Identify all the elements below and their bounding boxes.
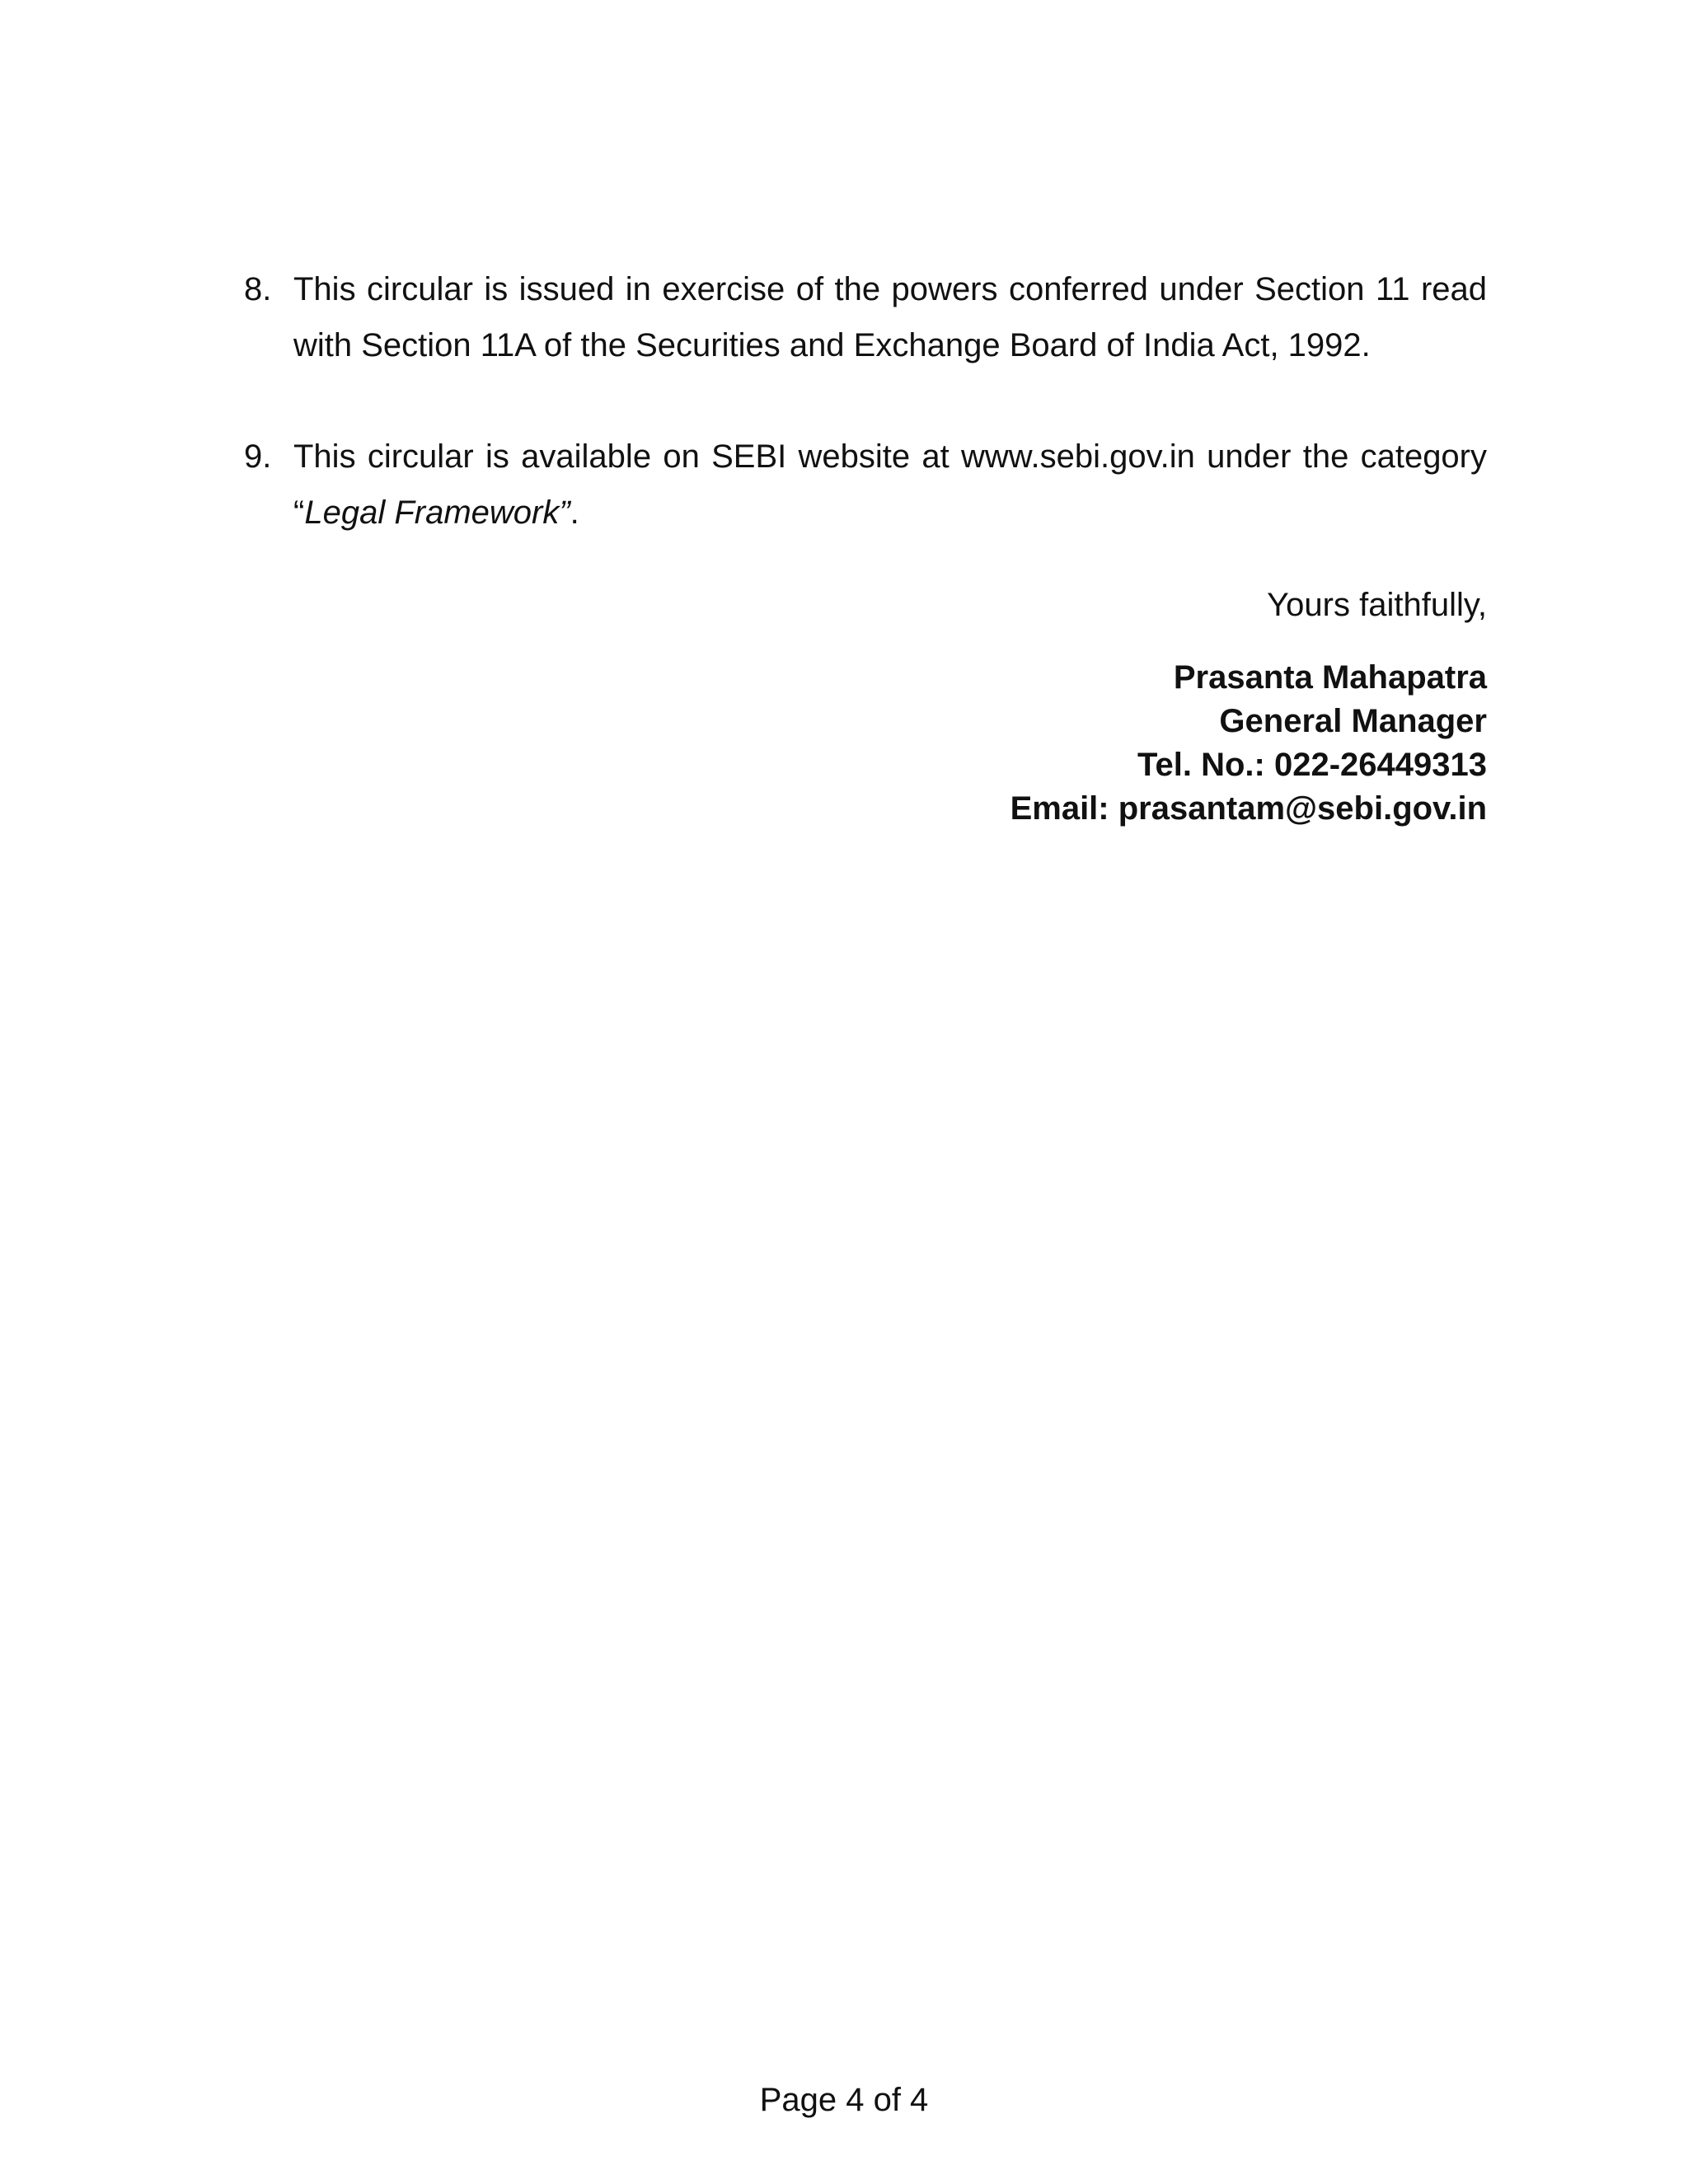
signatory-name: Prasanta Mahapatra	[1173, 659, 1487, 696]
closing-salutation: Yours faithfully,	[1267, 587, 1487, 623]
page-number-footer: Page 4 of 4	[759, 2082, 929, 2118]
signature-block	[1010, 656, 1487, 831]
signatory-designation: General Manager	[1219, 703, 1487, 739]
legal-framework-category: Legal Framework”	[304, 494, 570, 531]
paragraph-9	[244, 429, 1487, 541]
signatory-email: Email: prasantam@sebi.gov.in	[1010, 790, 1487, 827]
paragraph-text: This circular is issued in exercise of the powers conferred under Section 11 read with Section 11A of the Securities and Exchange Board of India Act, 1992.	[293, 271, 1487, 363]
paragraph-8	[244, 261, 1487, 373]
paragraph-text-start: This circular is available on SEBI website at www.sebi.gov.in under the category “	[293, 438, 1487, 531]
paragraph-text	[293, 429, 1487, 541]
paragraph-text-end: .	[570, 494, 579, 531]
paragraph-number: 9.	[244, 438, 272, 475]
signatory-telephone: Tel. No.: 022-26449313	[1137, 747, 1487, 783]
paragraph-number: 8.	[244, 271, 272, 307]
